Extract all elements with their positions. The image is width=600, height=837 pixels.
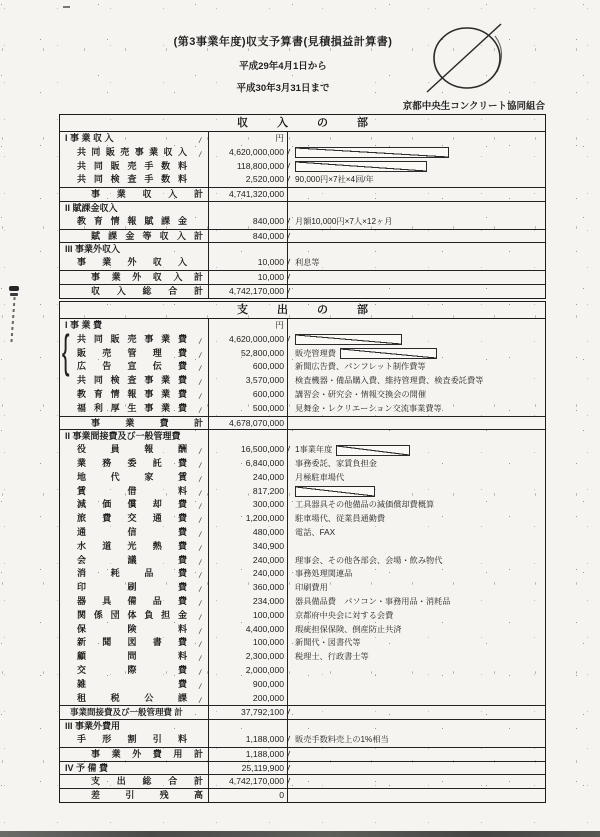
check-tick-icon: / [198, 598, 203, 609]
note-text: 工具器具その他備品の減価償却費概算 [295, 500, 435, 510]
table-row [60, 201, 545, 215]
table-row [60, 374, 545, 388]
note-text: 印刷費用 [295, 583, 328, 593]
note-cell [288, 485, 545, 499]
check-tick-icon: / [286, 334, 291, 346]
account-label: 広 告 宣 伝 費 [77, 361, 187, 372]
amount-value: 4,620,000,000 [208, 146, 288, 160]
check-tick-icon: / [198, 695, 203, 705]
note-text: 月極駐車場代 [295, 472, 345, 482]
expense-section-header: 支 出 の 部 [60, 302, 545, 319]
note-cell [288, 230, 545, 243]
table-row [60, 623, 545, 637]
amount-value: 500,000 [208, 402, 288, 416]
table-row [60, 173, 545, 187]
table-row [60, 284, 545, 298]
redaction-box [340, 348, 437, 359]
amount-value: 240,000 [208, 471, 288, 485]
amount-value: 4,742,170,000 [208, 775, 288, 788]
table-row [60, 187, 545, 201]
account-label: 事 業 外 費 用 計 [91, 748, 203, 759]
note-cell [288, 623, 545, 637]
note-cell [288, 215, 545, 229]
table-row [60, 347, 545, 361]
account-label: 賦 課 金 等 収 入 計 [91, 230, 203, 241]
table-row [60, 471, 545, 485]
note-text: 瑕疵担保保険、倒産防止共済 [295, 624, 402, 634]
account-label: 事業間接費及び一般管理費 計 [70, 707, 183, 718]
account-label: 教 育 情 報 事 業 費 [77, 388, 187, 399]
scan-binding-marks [10, 297, 15, 343]
amount-value: 4,620,000,000 [208, 333, 288, 347]
amount-value: 840,000 [208, 230, 288, 243]
amount-value: 600,000 [208, 360, 288, 374]
account-label: 器 具 備 品 費 [77, 595, 187, 606]
note-cell [288, 581, 545, 595]
note-cell [288, 443, 545, 457]
account-label: I 事 業 費 [65, 320, 103, 330]
table-row [60, 705, 545, 719]
period-from: 平成29年4月1日から [239, 61, 327, 72]
note-cell [288, 512, 545, 526]
account-label: 顧 問 料 [77, 651, 187, 662]
table-row [60, 498, 545, 512]
table-row [60, 215, 545, 229]
check-tick-icon: / [198, 529, 203, 540]
note-cell [288, 319, 545, 333]
amount-value [208, 720, 288, 733]
table-row [60, 581, 545, 595]
note-text: 1事業年度 [295, 445, 333, 455]
account-label: 共 同 検 査 手 数 料 [77, 174, 187, 185]
note-cell [288, 347, 545, 361]
check-tick-icon: / [198, 612, 203, 622]
note-cell [288, 243, 545, 256]
check-tick-icon: / [286, 749, 291, 761]
amount-value: 817,200 [208, 485, 288, 499]
account-label: 共 同 販 売 手 数 料 [77, 160, 187, 171]
check-tick-icon: / [198, 149, 203, 159]
table-row [60, 485, 545, 499]
account-label: 会 議 費 [77, 554, 187, 565]
table-row [60, 270, 545, 284]
note-cell [288, 636, 545, 650]
table-row [60, 457, 545, 471]
note-cell [288, 374, 545, 388]
account-label: 手 形 割 引 料 [77, 733, 187, 744]
income-rows [60, 132, 545, 298]
table-row [60, 747, 545, 761]
note-cell [288, 540, 545, 554]
amount-value: 840,000 [208, 215, 288, 229]
account-label: 減 価 償 却 費 [77, 499, 187, 510]
note-text: 駐車場代、従業員通勤費 [295, 514, 386, 524]
account-label: 支 出 総 合 計 [91, 776, 203, 787]
table-row [60, 160, 545, 174]
account-label: 販 売 管 理 費 [77, 347, 187, 358]
account-label: 水 道 光 熱 費 [77, 540, 187, 551]
check-tick-icon: / [286, 147, 291, 159]
account-label: 事 業 外 収 入 [77, 257, 187, 268]
amount-value: 240,000 [208, 567, 288, 581]
note-cell [288, 664, 545, 678]
check-tick-icon: / [198, 135, 203, 146]
check-tick-icon: / [198, 585, 203, 595]
note-cell [288, 609, 545, 623]
note-text: 90,000円×7社×4回/年 [295, 175, 374, 185]
scan-edge-shadow [0, 831, 600, 837]
note-cell [288, 457, 545, 471]
redaction-box [295, 147, 449, 158]
account-label: 事 業 収 入 計 [91, 189, 203, 200]
account-label: 租 税 公 課 [77, 692, 187, 703]
check-tick-icon: / [286, 763, 291, 775]
check-tick-icon: / [198, 626, 203, 636]
amount-value: 16,500,000 [208, 443, 288, 457]
check-tick-icon: / [198, 488, 203, 498]
amount-value [208, 243, 288, 256]
amount-value: 4,400,000 [208, 623, 288, 637]
redaction-box [336, 445, 410, 456]
amount-value: 118,800,000 [208, 160, 288, 174]
amount-value: 2,000,000 [208, 664, 288, 678]
check-tick-icon: / [286, 286, 291, 298]
amount-value: 100,000 [208, 609, 288, 623]
note-cell [288, 748, 545, 761]
note-text: 新聞広告費、パンフレット制作費等 [295, 362, 426, 372]
amount-value: 340,900 [208, 540, 288, 554]
note-text: 電話、FAX [295, 527, 336, 537]
table-row [60, 733, 545, 747]
income-section-header: 収 入 の 部 [60, 115, 545, 132]
note-cell [288, 471, 545, 485]
account-label: 保 険 料 [77, 623, 187, 634]
note-cell [288, 417, 545, 430]
amount-value: 円 [208, 319, 288, 333]
check-tick-icon: / [286, 175, 291, 187]
amount-value: 37,792,100 [208, 706, 288, 719]
table-row [60, 595, 545, 609]
table-row [60, 554, 545, 568]
table-row [60, 788, 545, 802]
table-row [60, 678, 545, 692]
check-tick-icon: / [198, 350, 203, 360]
table-row [60, 146, 545, 160]
amount-value: 円 [208, 132, 288, 146]
table-row [60, 319, 545, 333]
table-row [60, 132, 545, 146]
brace-mark: { [61, 325, 70, 377]
note-cell [288, 498, 545, 512]
amount-value: 600,000 [208, 388, 288, 402]
account-label: 差 引 残 高 [91, 790, 203, 801]
note-text: 月額10,000円×7人×12ヶ月 [295, 216, 393, 226]
amount-value: 10,000 [208, 271, 288, 284]
note-cell [288, 567, 545, 581]
amount-value: 0 [208, 789, 288, 802]
check-tick-icon: / [286, 708, 291, 720]
account-label: 新 聞 図 書 費 [77, 637, 187, 648]
check-tick-icon: / [198, 667, 203, 678]
table-row [60, 429, 545, 443]
account-label: 旅 費 交 通 費 [77, 513, 187, 524]
table-row [60, 256, 545, 270]
document-title: (第3事業年度)収支予算書(見積損益計算書) [173, 36, 393, 48]
note-cell [288, 402, 545, 416]
table-row [60, 526, 545, 540]
check-tick-icon: / [286, 161, 291, 173]
check-tick-icon: / [198, 460, 203, 471]
table-row [60, 402, 545, 416]
table-row [60, 443, 545, 457]
check-tick-icon: / [198, 364, 203, 374]
check-tick-icon: / [286, 734, 291, 747]
note-cell [288, 762, 545, 775]
expense-rows [60, 319, 545, 802]
amount-value: 900,000 [208, 678, 288, 692]
scan-ink-smudge [9, 286, 19, 291]
check-tick-icon: / [286, 231, 291, 243]
organization-name: 京都中央生コンクリート協同組合 [402, 101, 545, 112]
note-cell [288, 271, 545, 284]
note-cell [288, 188, 545, 201]
account-label: 印 刷 費 [77, 582, 187, 593]
note-cell [288, 430, 545, 443]
table-row [60, 664, 545, 678]
note-text: 理事会、その他各部会、会場・飲み物代 [295, 555, 443, 565]
note-text: 利息等 [295, 258, 320, 268]
amount-value: 2,300,000 [208, 650, 288, 664]
account-label: 収 入 総 合 計 [91, 285, 203, 296]
note-cell [288, 132, 545, 146]
check-tick-icon: / [198, 391, 203, 402]
redaction-box [295, 334, 402, 345]
scan-artifact-mark [63, 6, 70, 8]
redaction-box [295, 161, 427, 172]
check-tick-icon: / [198, 336, 203, 346]
table-row [60, 360, 545, 374]
check-tick-icon: / [198, 516, 203, 526]
account-label: 教 育 情 報 賦 課 金 [77, 215, 187, 226]
note-text: 販売管理費 [295, 348, 336, 358]
note-text: 器具備品費 パソコン・事務用品・消耗品 [295, 596, 451, 606]
period-to: 平成30年3月31日まで [236, 83, 330, 94]
account-label: II 事業間接費及び一般管理費 [65, 431, 181, 442]
check-tick-icon: / [198, 474, 203, 484]
note-cell [288, 160, 545, 174]
note-cell [288, 285, 545, 298]
note-text: 新聞代・図書代等 [295, 638, 361, 648]
amount-value: 240,000 [208, 554, 288, 568]
note-cell [288, 595, 545, 609]
amount-value: 10,000 [208, 256, 288, 270]
note-cell [288, 256, 545, 270]
note-text: 事務委託、家賃負担金 [295, 458, 377, 468]
stamp-circle-icon [415, 18, 515, 102]
note-text: 講習会・研究会・情報交換会の開催 [295, 389, 427, 399]
check-tick-icon: / [286, 216, 291, 228]
check-tick-icon: / [198, 557, 203, 567]
table-row [60, 609, 545, 623]
amount-value: 1,188,000 [208, 733, 288, 747]
account-label: I 事 業 収 入 [65, 133, 114, 143]
table-row [60, 567, 545, 581]
account-label: 共 同 販 売 事 業 費 [77, 333, 187, 344]
account-label: 交 際 費 [77, 664, 187, 675]
account-label: 事 業 外 収 入 計 [91, 271, 203, 282]
table-row [60, 242, 545, 256]
note-text: 検査機器・備品購入費、維持管理費、検査委託費等 [295, 376, 484, 386]
account-label: 福 利 厚 生 事 業 費 [77, 402, 187, 413]
table-row [60, 540, 545, 554]
amount-value: 1,200,000 [208, 512, 288, 526]
account-label: 賃 借 料 [77, 485, 187, 496]
note-cell [288, 678, 545, 692]
amount-value: 52,800,000 [208, 347, 288, 361]
table-row [60, 512, 545, 526]
note-cell [288, 720, 545, 733]
table-row [60, 333, 545, 347]
amount-value: 480,000 [208, 526, 288, 540]
account-label: III 事業外収入 [65, 244, 121, 255]
note-text: 販売手数料売上の1%相当 [295, 734, 389, 744]
check-tick-icon: / [286, 258, 291, 270]
account-label: 共 同 検 査 事 業 費 [77, 375, 187, 386]
table-row [60, 416, 545, 430]
account-label: 地 代 家 賃 [77, 471, 187, 482]
account-label: 業 務 委 託 費 [77, 457, 187, 468]
note-text: 事務処理関連品 [295, 569, 353, 579]
amount-value: 4,742,170,000 [208, 285, 288, 298]
amount-value: 6,840,000 [208, 457, 288, 471]
amount-value [208, 202, 288, 215]
amount-value: 3,570,000 [208, 374, 288, 388]
check-tick-icon: / [198, 447, 203, 457]
amount-value: 100,000 [208, 636, 288, 650]
note-cell [288, 333, 545, 347]
note-cell [288, 706, 545, 719]
amount-value [208, 430, 288, 443]
table-row [60, 692, 545, 706]
check-tick-icon: / [286, 445, 291, 457]
note-cell [288, 146, 545, 160]
amount-value: 4,678,070,000 [208, 417, 288, 430]
check-tick-icon: / [198, 654, 203, 664]
account-label: 関 係 団 体 負 担 金 [77, 609, 187, 620]
note-cell [288, 554, 545, 568]
income-table [59, 114, 546, 299]
check-tick-icon: / [198, 405, 203, 415]
check-tick-icon: / [198, 640, 203, 650]
amount-value: 2,520,000 [208, 173, 288, 187]
amount-value: 4,741,320,000 [208, 188, 288, 201]
note-cell [288, 650, 545, 664]
note-cell [288, 789, 545, 802]
note-text: 京都府中央会に対する会費 [295, 610, 394, 620]
amount-value: 360,000 [208, 581, 288, 595]
account-label: 通 信 費 [77, 526, 187, 537]
table-row [60, 636, 545, 650]
amount-value: 200,000 [208, 692, 288, 706]
amount-value: 25,119,900 [208, 762, 288, 775]
table-row [60, 719, 545, 733]
account-label: II 賦課金収入 [65, 202, 118, 213]
amount-value: 234,000 [208, 595, 288, 609]
note-cell [288, 202, 545, 215]
note-text: 税理士、行政書士等 [295, 652, 369, 662]
note-cell [288, 360, 545, 374]
account-label: 消 耗 品 費 [77, 568, 187, 579]
check-tick-icon: / [286, 272, 291, 285]
account-label: III 事業外費用 [65, 721, 121, 732]
account-label: 雑 費 [77, 678, 187, 689]
table-row [60, 774, 545, 788]
check-tick-icon: / [198, 571, 203, 581]
redaction-box [295, 486, 375, 497]
account-label: 共 同 販 売 事 業 収 入 [77, 146, 187, 157]
note-text: 見舞金・レクリエーション交流事業費等 [295, 403, 442, 413]
note-cell [288, 526, 545, 540]
table-row [60, 650, 545, 664]
check-tick-icon: / [198, 543, 203, 553]
check-tick-icon: / [198, 502, 203, 512]
check-tick-icon: / [286, 777, 291, 789]
account-label: IV 予 備 費 [65, 762, 109, 773]
note-cell [288, 775, 545, 788]
note-cell [288, 692, 545, 706]
table-row [60, 761, 545, 775]
note-cell [288, 173, 545, 187]
note-cell [288, 733, 545, 747]
check-tick-icon: / [198, 378, 203, 388]
check-tick-icon: / [198, 681, 203, 691]
table-row [60, 229, 545, 243]
amount-value: 1,188,000 [208, 748, 288, 761]
account-label: 役 員 報 酬 [77, 444, 187, 455]
table-row [60, 388, 545, 402]
amount-value: 300,000 [208, 498, 288, 512]
note-cell [288, 388, 545, 402]
expense-table [59, 301, 546, 803]
account-label: 事 業 費 計 [91, 417, 203, 428]
